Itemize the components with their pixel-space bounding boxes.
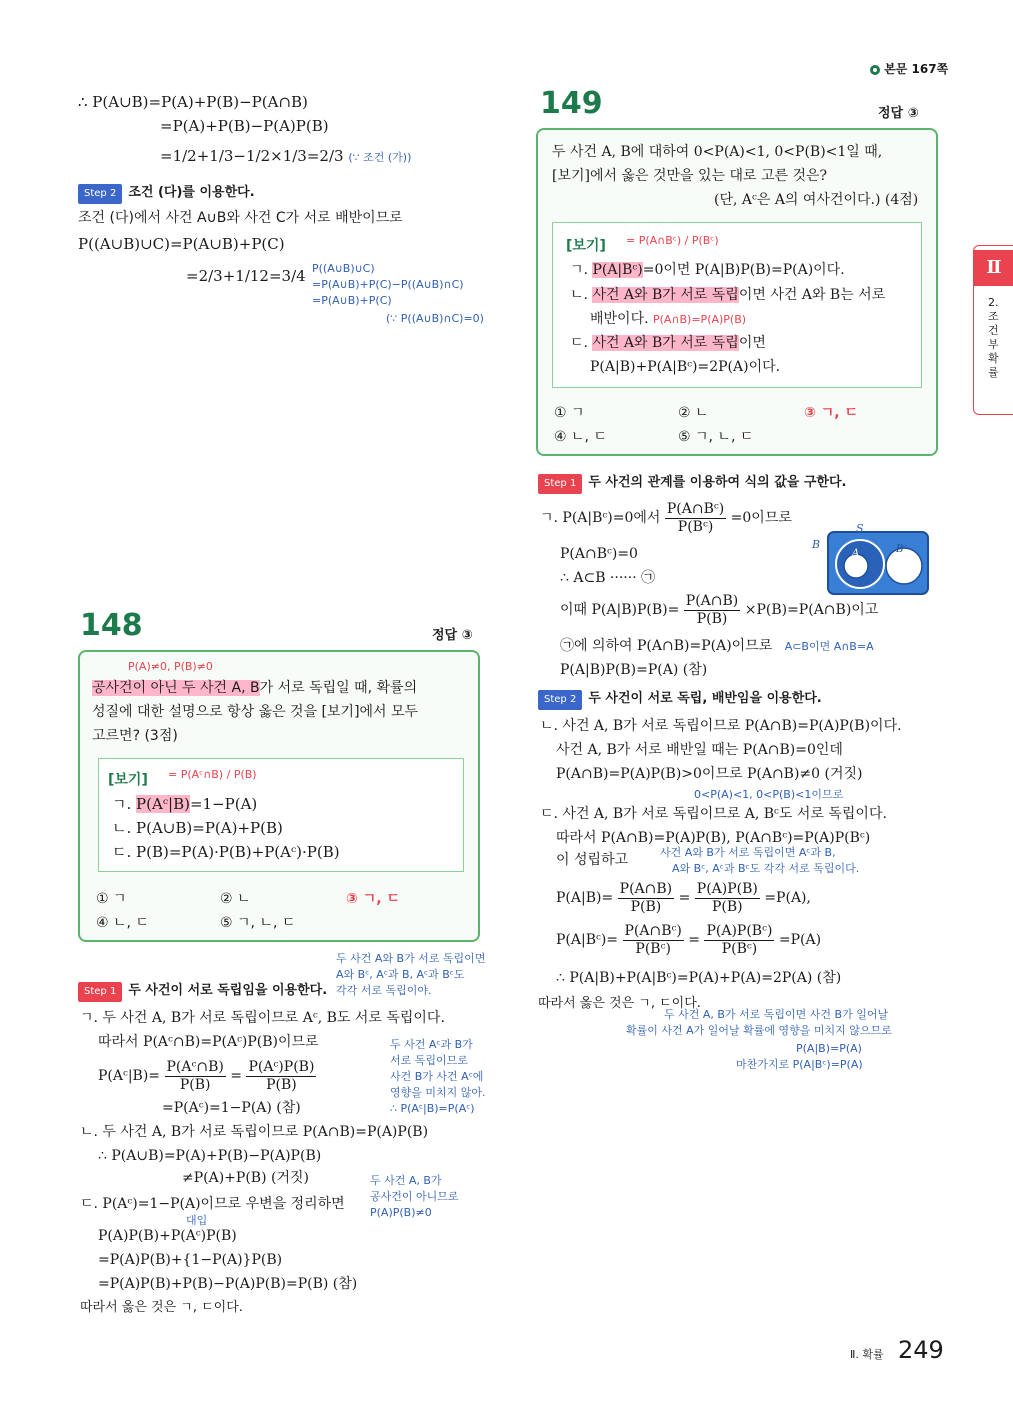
p149-nc-1: 두 사건 A, B가 서로 독립이면 사건 B가 일어날 xyxy=(664,1008,889,1021)
step2-tag: Step 2 xyxy=(78,184,122,204)
lt-line-6: =2/3+1/12=3/4 xyxy=(186,267,306,285)
p148-s12: 따라서 옳은 것은 ㄱ, ㄷ이다. xyxy=(80,1300,243,1315)
p148-s3: P(Aᶜ|B)= $\frac{\text{P(Aᶜ∩B)}}{P(B)}$ = $\frac{\text{P(Aᶜ)P(B)}}{P(B)}$ xyxy=(98,1058,315,1093)
p148-na-5: ∴ P(Aᶜ|B)=P(Aᶜ) xyxy=(390,1102,475,1115)
p149-t4: 이때 P(A|B)P(B)= $\frac{P(A\cap B)}{P(B)}$ ×P(B)=P(A∩B)이고 xyxy=(560,592,879,627)
p149-u6-note-1: 사건 A와 B가 서로 독립이면 Aᶜ과 B, xyxy=(660,846,836,859)
frac: $\frac{\text{P(A)P(Bᶜ)}}{\text{P(Bᶜ)}}$ xyxy=(706,922,773,957)
p149-t2: P(A∩Bᶜ)=0 xyxy=(560,546,638,562)
problem-148-answer: 정답 ③ xyxy=(432,628,473,643)
p149-nc-4: 마찬가지로 P(A|Bᶜ)=P(A) xyxy=(736,1058,863,1071)
p149-u8: P(A|Bᶜ)= $\frac{\text{P(A∩Bᶜ)}}{\text{P(Bᶜ)}}$ = $\frac{\text{P(A)P(Bᶜ)}}{\text{P(Bᶜ)}}$ =P(A) xyxy=(556,922,822,957)
p149-u7: P(A|B)= $\frac{P(A\cap B)}{P(B)}$ = $\frac{P(A)P(B)}{P(B)}$ =P(A), xyxy=(556,880,811,915)
chapter-title: 2.조건부확률 xyxy=(988,296,999,379)
p149-q2: [보기]에서 옳은 것만을 있는 대로 고른 것은? xyxy=(552,168,828,184)
frac: $\frac{\text{P(Aᶜ)P(B)}}{P(B)}$ xyxy=(248,1058,315,1093)
page-reference: 본문 167쪽 xyxy=(870,60,948,77)
p148-g3: ㄷ. P(B)=P(A)·P(B)+P(Aᶜ)·P(B) xyxy=(112,843,340,861)
p148-na-2: 서로 독립이므로 xyxy=(390,1054,468,1067)
p148-g2: ㄴ. P(A∪B)=P(A)+P(B) xyxy=(112,819,283,837)
p148-top-note: P(A)≠0, P(B)≠0 xyxy=(128,660,213,673)
lt-line-2: =P(A)+P(B)−P(A)P(B) xyxy=(160,117,329,135)
lt-step2: Step 2 조건 (다)를 이용한다. xyxy=(78,184,255,204)
p148-q1: 공사건이 아닌 두 사건 A, B가 서로 독립일 때, 확률의 xyxy=(92,680,418,696)
p149-g2b: 배반이다. P(A∩B)=P(A)P(B) xyxy=(590,311,747,327)
lt-line-1: ∴ P(A∪B)=P(A)+P(B)−P(A∩B) xyxy=(78,93,308,111)
venn-label-b: B xyxy=(812,538,821,551)
p149-t3: ∴ A⊂B ······ ㉠ xyxy=(560,570,656,586)
p149-choice-1[interactable]: ① ㄱ xyxy=(554,405,585,421)
p148-q3: 고르면? (3점) xyxy=(92,728,178,744)
p149-t6: P(A|B)P(B)=P(A) (참) xyxy=(560,662,708,678)
p148-step1: Step 1 두 사건이 서로 독립임을 이용한다. xyxy=(78,982,327,1002)
lt-note-3: =P(A∪B)+P(C) xyxy=(312,294,392,307)
p148-s8-note: 대입 xyxy=(186,1214,208,1227)
lt-note-1: P((A∪B)∪C) xyxy=(312,262,375,275)
circle-icon xyxy=(870,65,880,75)
p148-side-note-3: 각각 서로 독립이야. xyxy=(336,984,432,997)
p148-side-note-1: 두 사건 A와 B가 서로 독립이면 xyxy=(336,952,486,965)
lt-note-2: =P(A∪B)+P(C)−P((A∪B)∩C) xyxy=(312,278,464,291)
p148-q2: 성질에 대한 설명으로 항상 옳은 것을 [보기]에서 모두 xyxy=(92,704,419,720)
p149-u6-note-2: A와 Bᶜ, Aᶜ과 Bᶜ도 각각 서로 독립이다. xyxy=(672,862,860,875)
p149-q1: 두 사건 A, B에 대하여 0<P(A)<1, 0<P(B)<1일 때, xyxy=(552,144,883,160)
frac: $\frac{\text{P(A∩Bᶜ)}}{\text{P(Bᶜ)}}$ xyxy=(666,500,725,535)
p149-u2: 사건 A, B가 서로 배반일 때는 P(A∩B)=0인데 xyxy=(556,742,843,758)
p148-choice-5[interactable]: ⑤ ㄱ, ㄴ, ㄷ xyxy=(220,915,296,931)
p149-u10: 따라서 옳은 것은 ㄱ, ㄷ이다. xyxy=(538,996,701,1011)
chapter-roman: Ⅱ xyxy=(974,250,1013,286)
p149-g3: ㄷ. 사건 A와 B가 서로 독립이면 xyxy=(570,335,766,351)
frac: $\frac{P(A)P(B)}{P(B)}$ xyxy=(696,880,758,915)
lt-line-4: 조건 (다)에서 사건 A∪B와 사건 C가 서로 배반이므로 xyxy=(78,210,403,226)
p149-nc-2: 확률이 사건 A가 일어날 확률에 영향을 미치지 않으므로 xyxy=(626,1024,892,1037)
frac: $\frac{\text{P(Aᶜ∩B)}}{P(B)}$ xyxy=(166,1058,224,1093)
problem-149-number: 149 xyxy=(540,86,603,121)
p149-step2: Step 2 두 사건이 서로 독립, 배반임을 이용한다. xyxy=(538,690,822,710)
footer-section: Ⅱ. 확률 xyxy=(850,1348,884,1361)
p149-choice-3[interactable]: ③ ㄱ, ㄷ xyxy=(804,405,858,421)
p149-u4: ㄷ. 사건 A, B가 서로 독립이므로 A, Bᶜ도 서로 독립이다. xyxy=(540,806,887,822)
p149-choice-2[interactable]: ② ㄴ xyxy=(678,405,709,421)
p148-na-3: 사건 B가 사건 Aᶜ에 xyxy=(390,1070,484,1083)
p148-s7: ≠P(A)+P(B) (거짓) xyxy=(182,1170,309,1186)
page-number: 249 xyxy=(898,1336,944,1364)
p148-na-1: 두 사건 Aᶜ과 B가 xyxy=(390,1038,473,1051)
p148-side-note-2: A와 Bᶜ, Aᶜ과 B, Aᶜ과 Bᶜ도 xyxy=(336,968,465,981)
venn-label-a: A xyxy=(852,548,860,559)
p148-s11: =P(A)P(B)+P(B)−P(A)P(B)=P(B) (참) xyxy=(98,1276,358,1292)
frac: $\frac{P(A\cap B)}{P(B)}$ xyxy=(619,880,673,915)
p148-nb-3: P(A)P(B)≠0 xyxy=(370,1206,432,1219)
p148-s2: 따라서 P(Aᶜ∩B)=P(Aᶜ)P(B)이므로 xyxy=(98,1034,319,1050)
p149-g2: ㄴ. 사건 A와 B가 서로 독립이면 사건 A와 B는 서로 xyxy=(570,287,886,303)
frac: $\frac{P(A\cap B)}{P(B)}$ xyxy=(685,592,739,627)
p148-choice-4[interactable]: ④ ㄴ, ㄷ xyxy=(96,915,149,931)
venn-diagram xyxy=(808,524,932,600)
p148-g1: ㄱ. P(Aᶜ|B)=1−P(A) xyxy=(112,795,258,813)
p148-choice-2[interactable]: ② ㄴ xyxy=(220,891,251,907)
p148-bogi-note: = P(Aᶜ∩B) / P(B) xyxy=(168,768,257,781)
problem-149-answer: 정답 ③ xyxy=(878,106,919,121)
p149-u1: ㄴ. 사건 A, B가 서로 독립이므로 P(A∩B)=P(A)P(B)이다. xyxy=(540,718,902,734)
p148-choice-3[interactable]: ③ ㄱ, ㄷ xyxy=(346,891,400,907)
p148-na-4: 영향을 미치지 않아. xyxy=(390,1086,486,1099)
p148-s1: ㄱ. 두 사건 A, B가 서로 독립이므로 Aᶜ, B도 서로 독립이다. xyxy=(80,1010,445,1026)
problem-148-number: 148 xyxy=(80,608,143,643)
p148-s9: P(A)P(B)+P(Aᶜ)P(B) xyxy=(98,1228,237,1244)
p149-bogi-label: [보기] xyxy=(566,238,606,254)
p149-u5: 따라서 P(A∩B)=P(A)P(B), P(A∩Bᶜ)=P(A)P(Bᶜ) xyxy=(556,830,871,846)
p148-bogi-label: [보기] xyxy=(108,772,148,788)
p149-choice-5[interactable]: ⑤ ㄱ, ㄴ, ㄷ xyxy=(678,429,754,445)
p148-choice-1[interactable]: ① ㄱ xyxy=(96,891,127,907)
lt-line-3: =1/2+1/3−1/2×1/3=2/3 (∵ 조건 (가)) xyxy=(160,147,412,165)
lt-note-4: (∵ P((A∪B)∩C)=0) xyxy=(386,312,484,325)
p149-g3b: P(A|B)+P(A|Bᶜ)=2P(A)이다. xyxy=(590,359,781,375)
p149-u9: ∴ P(A|B)+P(A|Bᶜ)=P(A)+P(A)=2P(A) (참) xyxy=(556,970,842,986)
p149-t5: ㉠에 의하여 P(A∩B)=P(A)이므로 A⊂B이면 A∩B=A xyxy=(560,638,874,654)
p148-s5: ㄴ. 두 사건 A, B가 서로 독립이므로 P(A∩B)=P(A)P(B) xyxy=(80,1124,429,1140)
p149-u3-note: 0<P(A)<1, 0<P(B)<1이므로 xyxy=(694,788,844,801)
p148-s10: =P(A)P(B)+{1−P(A)}P(B) xyxy=(98,1252,283,1268)
venn-label-s: S xyxy=(856,524,864,535)
p149-g1: ㄱ. P(A|Bᶜ)=0이면 P(A|B)P(B)=P(A)이다. xyxy=(570,262,845,278)
p149-nc-3: P(A|B)=P(A) xyxy=(796,1042,862,1055)
p148-s6: ∴ P(A∪B)=P(A)+P(B)−P(A)P(B) xyxy=(98,1148,322,1164)
p148-nb-1: 두 사건 A, B가 xyxy=(370,1174,442,1187)
frac: $\frac{\text{P(A∩Bᶜ)}}{\text{P(Bᶜ)}}$ xyxy=(624,922,682,957)
p149-t1: ㄱ. P(A|Bᶜ)=0에서 $\frac{\text{P(A∩Bᶜ)}}{\text{P(Bᶜ)}}$ =0이므로 xyxy=(540,500,792,535)
chapter-side-tab xyxy=(973,245,1013,415)
p148-s8: ㄷ. P(Aᶜ)=1−P(A)이므로 우변을 정리하면 xyxy=(80,1196,345,1212)
p149-choice-4[interactable]: ④ ㄴ, ㄷ xyxy=(554,429,607,445)
p148-nb-2: 공사건이 아니므로 xyxy=(370,1190,459,1203)
venn-label-bc: Bᶜ xyxy=(896,544,907,555)
p148-s4: =P(Aᶜ)=1−P(A) (참) xyxy=(162,1100,301,1116)
p149-u6: 이 성립하고 xyxy=(556,852,629,868)
p149-u3: P(A∩B)=P(A)P(B)>0이므로 P(A∩B)≠0 (거짓) xyxy=(556,766,863,782)
p149-step1: Step 1 두 사건의 관계를 이용하여 식의 값을 구한다. xyxy=(538,474,846,494)
lt-line-5: P((A∪B)∪C)=P(A∪B)+P(C) xyxy=(78,235,285,253)
p149-q3: (단, Aᶜ은 A의 여사건이다.) (4점) xyxy=(714,192,919,208)
p149-bogi-note: = P(A∩Bᶜ) / P(Bᶜ) xyxy=(626,234,719,247)
